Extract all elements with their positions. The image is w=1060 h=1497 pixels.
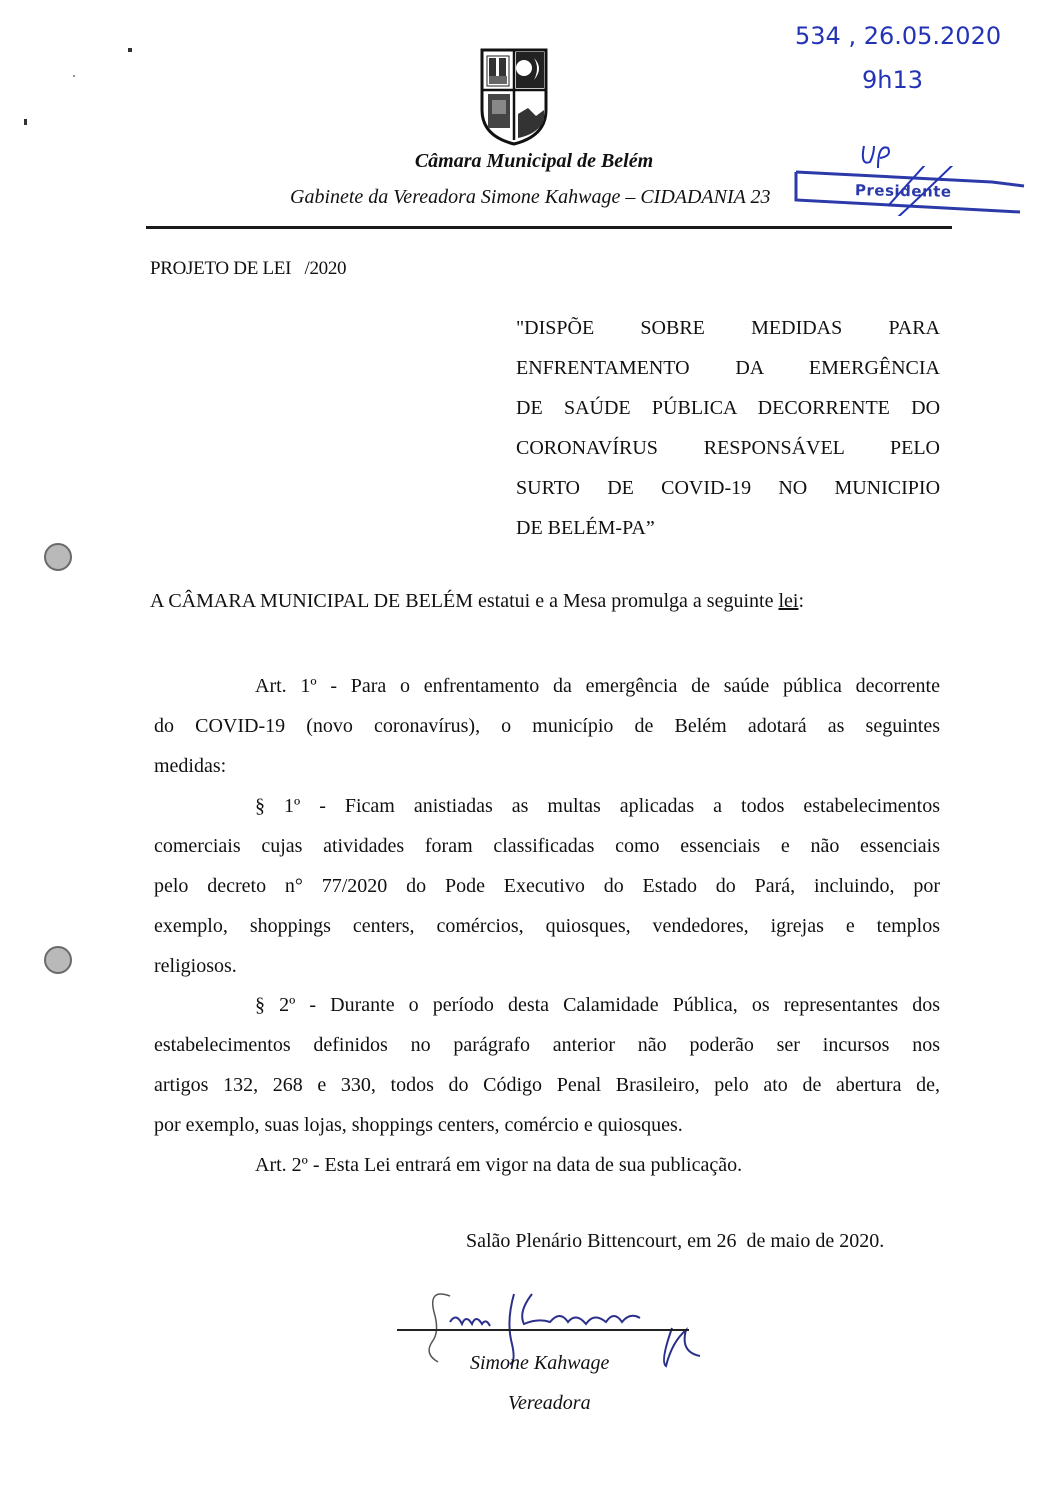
- summary-line: [516, 468, 940, 508]
- paragraph-2: [154, 985, 940, 1145]
- coat-of-arms-icon: [478, 44, 550, 146]
- summary-line: [516, 508, 940, 548]
- punch-hole: [44, 543, 72, 571]
- bill-summary: [516, 308, 940, 548]
- summary-word: MEDIDAS: [751, 317, 843, 339]
- summary-word: DECORRENTE: [757, 397, 890, 419]
- summary-word: DE BELÉM-PA”: [516, 517, 655, 539]
- paragraph-1-line: pelo decreto n° 77/2020 do Pode Executivo do Estado do Pará, incluindo, por: [154, 875, 940, 897]
- summary-word: SURTO: [516, 477, 581, 499]
- signature-line: [397, 1329, 689, 1331]
- summary-word: ENFRENTAMENTO: [516, 357, 690, 379]
- summary-word: PÚBLICA: [651, 397, 737, 419]
- punch-hole: [44, 946, 72, 974]
- handwritten-protocol-number: 534 , 26.05.2020: [795, 22, 1002, 50]
- summary-word: SOBRE: [640, 317, 705, 339]
- summary-word: EMERGÊNCIA: [808, 357, 940, 379]
- article-1-line: medidas:: [154, 755, 227, 777]
- summary-word: CORONAVÍRUS: [516, 437, 658, 459]
- paragraph-1: [154, 786, 940, 986]
- summary-word: DA: [735, 357, 764, 379]
- summary-word: MUNICIPIO: [834, 477, 941, 499]
- paragraph-2-line: artigos 132, 268 e 330, todos do Código Penal Brasileiro, pelo ato de abertura de,: [154, 1074, 940, 1096]
- header-divider: [146, 226, 952, 229]
- article-1-line: do COVID-19 (novo coronavírus), o município de Belém adotará as seguintes: [154, 715, 940, 737]
- enactment-clause: [150, 590, 804, 613]
- summary-word: SAÚDE: [563, 397, 631, 419]
- summary-word: COVID-19: [661, 477, 752, 499]
- place-and-date: Salão Plenário Bittencourt, em 26 de maio de 2020.: [466, 1230, 885, 1252]
- summary-word: PARA: [888, 317, 940, 339]
- signer-name: Simone Kahwage: [470, 1352, 610, 1374]
- enactment-text: A CÂMARA MUNICIPAL DE BELÉM estatui e a Mesa promulga a seguinte: [150, 590, 779, 612]
- paragraph-2-line: por exemplo, suas lojas, shoppings centers, comércio e quiosques.: [154, 1114, 683, 1136]
- summary-word: NO: [778, 477, 808, 499]
- scan-speck: [128, 48, 132, 52]
- summary-line: [516, 388, 940, 428]
- summary-word: DO: [911, 397, 941, 419]
- scan-speck: [24, 119, 27, 125]
- paragraph-1-line: religiosos.: [154, 955, 237, 977]
- article-1: [154, 666, 940, 786]
- summary-word: DE: [607, 477, 634, 499]
- summary-line: [516, 428, 940, 468]
- handwritten-initials: [856, 140, 896, 170]
- summary-line: [516, 308, 940, 348]
- summary-word: PELO: [890, 437, 940, 459]
- signer-role: Vereadora: [508, 1392, 591, 1414]
- paragraph-2-line: § 2º - Durante o período desta Calamidade Pública, os representantes dos: [255, 994, 940, 1016]
- article-1-line: Art. 1º - Para o enfrentamento da emergência de saúde pública decorrente: [255, 675, 940, 697]
- handwritten-protocol-time: 9h13: [862, 66, 924, 94]
- summary-word: RESPONSÁVEL: [703, 437, 845, 459]
- enactment-colon: :: [798, 590, 805, 612]
- paragraph-1-line: § 1º - Ficam anistiadas as multas aplicadas a todos estabelecimentos: [255, 795, 940, 817]
- article-2-line: Art. 2º - Esta Lei entrará em vigor na data de sua publicação.: [255, 1154, 743, 1176]
- enactment-underlined: lei: [778, 590, 799, 612]
- paragraph-1-line: exemplo, shoppings centers, comércios, quiosques, vendedores, igrejas e templos: [154, 915, 940, 937]
- institution-name: Câmara Municipal de Belém: [414, 150, 654, 172]
- bill-title: PROJETO DE LEI /2020: [150, 258, 347, 279]
- office-name: Gabinete da Vereadora Simone Kahwage – CIDADANIA 23: [290, 186, 771, 208]
- paragraph-1-line: comerciais cujas atividades foram classificadas como essenciais e não essenciais: [154, 835, 940, 857]
- article-2: [154, 1145, 940, 1185]
- paragraph-2-line: estabelecimentos definidos no parágrafo anterior não poderão ser incursos nos: [154, 1034, 940, 1056]
- summary-word: DE: [516, 397, 543, 419]
- stamp-label: Presidente: [854, 181, 952, 201]
- summary-line: [516, 348, 940, 388]
- summary-word: "DISPÕE: [516, 317, 595, 339]
- scan-speck: [73, 75, 75, 77]
